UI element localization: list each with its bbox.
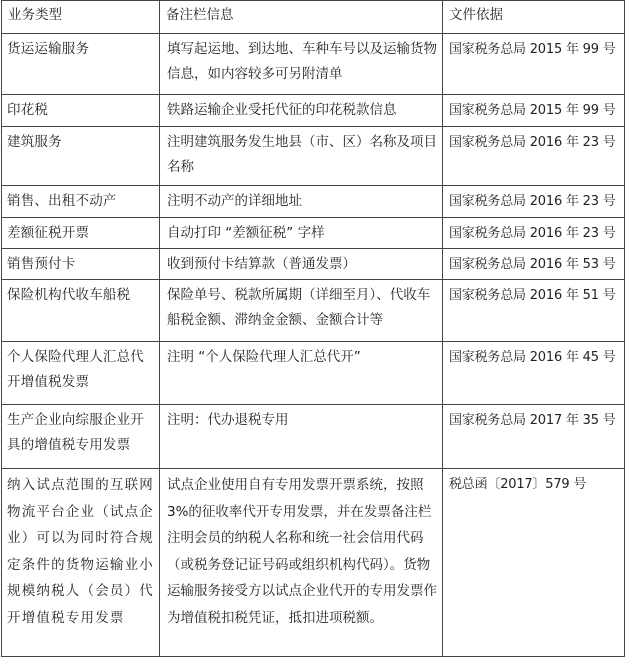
cell-remark-info: 注明建筑服务发生地县（市、区）名称及项目名称 (160, 127, 443, 186)
cell-legal-basis: 税总函〔2017〕579 号 (443, 469, 625, 657)
cell-legal-basis: 国家税务总局 2016 年 23 号 (443, 127, 625, 186)
table-row (2, 186, 625, 218)
table-row (2, 127, 625, 186)
cell-remark-info: 试点企业使用自有专用发票开票系统，按照3%的征收率代开专用发票，并在发票备注栏注明会员的纳税人名称和统一社会信用代码（或税务登记证号码或组织机构代码）。货物运输服务接受方以试点企业代开的专用发票作为增值税扣税凭证，抵扣进项税额。 (160, 469, 443, 657)
table-row (2, 95, 625, 127)
cell-remark-info: 铁路运输企业受托代征的印花税款信息 (160, 95, 443, 127)
cell-business-type: 保险机构代收车船税 (2, 280, 160, 342)
cell-business-type: 纳入试点范围的互联网物流平台企业（试点企业）可以为同时符合规定条件的货物运输业小规模纳税人（会员）代开增值税专用发票 (2, 469, 160, 657)
cell-business-type: 销售、出租不动产 (2, 186, 160, 218)
cell-business-type: 建筑服务 (2, 127, 160, 186)
cell-legal-basis: 国家税务总局 2016 年 23 号 (443, 186, 625, 218)
table-row (2, 280, 625, 342)
header-row (2, 1, 625, 34)
cell-legal-basis: 国家税务总局 2017 年 35 号 (443, 405, 625, 469)
cell-legal-basis: 国家税务总局 2015 年 99 号 (443, 34, 625, 95)
cell-remark-info: 自动打印 “差额征税” 字样 (160, 218, 443, 249)
cell-business-type: 货运运输服务 (2, 34, 160, 95)
table-header (2, 1, 625, 34)
cell-legal-basis: 国家税务总局 2016 年 51 号 (443, 280, 625, 342)
table-row (2, 34, 625, 95)
header-business-type: 业务类型 (2, 1, 160, 34)
cell-business-type: 生产企业向综服企业开具的增值税专用发票 (2, 405, 160, 469)
table-row (2, 469, 625, 657)
cell-business-type: 印花税 (2, 95, 160, 127)
cell-remark-info: 注明：代办退税专用 (160, 405, 443, 469)
cell-remark-info: 注明 “个人保险代理人汇总代开” (160, 342, 443, 405)
table-row (2, 249, 625, 280)
cell-remark-info: 注明不动产的详细地址 (160, 186, 443, 218)
cell-legal-basis: 国家税务总局 2016 年 53 号 (443, 249, 625, 280)
cell-remark-info: 保险单号、税款所属期（详细至月）、代收车船税金额、滞纳金金额、金额合计等 (160, 280, 443, 342)
cell-remark-info: 填写起运地、到达地、车种车号以及运输货物信息，如内容较多可另附清单 (160, 34, 443, 95)
table-row (2, 342, 625, 405)
table-row (2, 405, 625, 469)
header-remark-info: 备注栏信息 (160, 1, 443, 34)
cell-legal-basis: 国家税务总局 2015 年 99 号 (443, 95, 625, 127)
cell-business-type: 差额征税开票 (2, 218, 160, 249)
cell-business-type: 个人保险代理人汇总代开增值税发票 (2, 342, 160, 405)
table-row (2, 218, 625, 249)
cell-legal-basis: 国家税务总局 2016 年 45 号 (443, 342, 625, 405)
cell-legal-basis: 国家税务总局 2016 年 23 号 (443, 218, 625, 249)
cell-remark-info: 收到预付卡结算款（普通发票） (160, 249, 443, 280)
table-body (2, 34, 625, 657)
cell-business-type: 销售预付卡 (2, 249, 160, 280)
header-legal-basis: 文件依据 (443, 1, 625, 34)
invoice-remarks-table (1, 0, 625, 657)
